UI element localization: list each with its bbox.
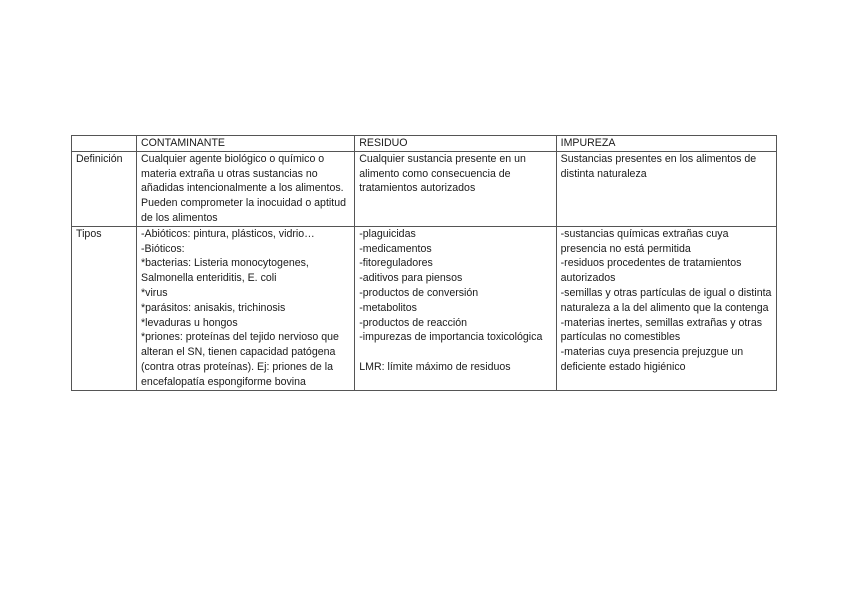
list-item: -medicamentos (359, 242, 432, 255)
blank-line (359, 345, 551, 360)
list-item: -Bióticos: (141, 242, 185, 255)
list-item: -materias inertes, semillas extrañas y otras partículas no comestibles (560, 316, 763, 344)
definicion-residuo-cell: Cualquier sustancia presente en un alimento como consecuencia de tratamientos autorizados (355, 151, 556, 226)
list-item: -Abióticos: pintura, plásticos, vidrio… (141, 227, 315, 240)
header-cell-empty (72, 136, 137, 152)
list-item: -semillas y otras partículas de igual o distinta naturaleza a la del alimento que la contenga (560, 286, 772, 314)
comparison-table (71, 135, 777, 391)
row-label-definicion: Definición (72, 151, 137, 226)
list-item: -impurezas de importancia toxicológica (359, 331, 543, 344)
list-item: *priones: proteínas del tejido nervioso que alteran el SN, tienen capacidad patógena (contra otras proteínas). Ej: priones de la encefalopatía espongiforme bovina (141, 331, 339, 388)
header-cell-contaminante: CONTAMINANTE (137, 136, 355, 152)
list-item: -fitoreguladores (359, 257, 433, 270)
list-item: -productos de conversión (359, 286, 479, 299)
list-item: -sustancias químicas extrañas cuya presencia no está permitida (560, 227, 729, 255)
list-item: -metabolitos (359, 301, 417, 314)
header-cell-residuo: RESIDUO (355, 136, 556, 152)
tipos-impureza-cell (556, 226, 776, 390)
row-label-tipos: Tipos (72, 226, 137, 390)
tipos-row (72, 226, 777, 390)
header-row (72, 136, 777, 152)
list-item: -plaguicidas (359, 227, 416, 240)
definicion-contaminante-cell: Cualquier agente biológico o químico o materia extraña u otras sustancias no añadidas intencionalmente a los alimentos. Pueden comprometer la inocuidad o aptitud de los alimentos (137, 151, 355, 226)
list-item: *bacterias: Listeria monocytogenes, Salmonella enteriditis, E. coli (141, 257, 309, 285)
tipos-contaminante-cell (137, 226, 355, 390)
list-item: *parásitos: anisakis, trichinosis (141, 301, 286, 314)
lmr-note: LMR: límite máximo de residuos (359, 360, 511, 373)
list-item: *levaduras u hongos (141, 316, 238, 329)
list-item: -materias cuya presencia prejuzgue un deficiente estado higiénico (560, 346, 744, 373)
list-item: -productos de reacción (359, 316, 467, 329)
list-item: -aditivos para piensos (359, 272, 463, 285)
definicion-row (72, 151, 777, 226)
list-item: -residuos procedentes de tratamientos autorizados (560, 257, 742, 285)
tipos-residuo-cell (355, 226, 556, 390)
list-item: *virus (141, 286, 168, 299)
header-cell-impureza: IMPUREZA (556, 136, 776, 152)
definicion-impureza-cell: Sustancias presentes en los alimentos de distinta naturaleza (556, 151, 776, 226)
